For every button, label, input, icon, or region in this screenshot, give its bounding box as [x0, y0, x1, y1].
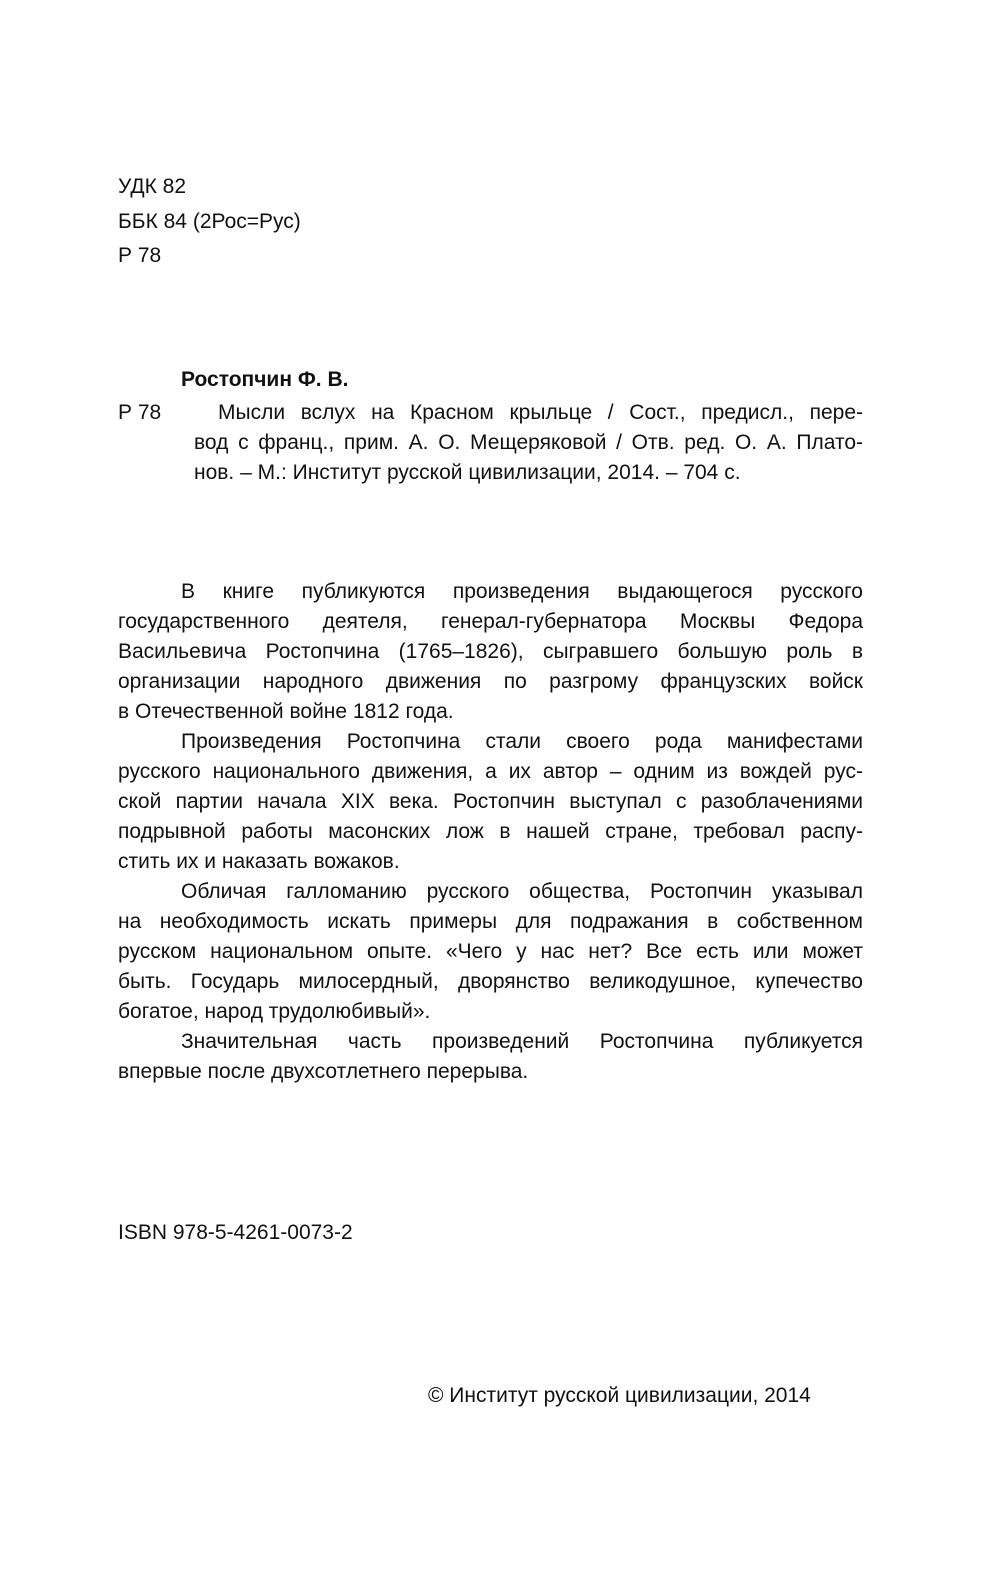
text-line: государственного деятеля, генерал-губернатора Москвы Федора: [118, 610, 863, 633]
copyright-notice: © Институт русской цивилизации, 2014: [428, 1384, 811, 1407]
text-line: Васильевича Ростопчина (1765–1826), сыгравшего большую роль в: [118, 640, 863, 663]
text-line: организации народного движения по разгрому французских войск: [118, 670, 863, 693]
annotation-paragraph: [118, 727, 863, 877]
entry-line: вод с франц., прим. А. О. Мещеряковой / Отв. ред. О. А. Плато-: [194, 431, 863, 454]
text-line: Обличая галломанию русского общества, Ростопчин указывал: [181, 880, 863, 903]
text-line: Значительная часть произведений Ростопчина публикуется: [181, 1030, 863, 1053]
entry-author-mark: Р 78: [118, 401, 162, 424]
text-line: в Отечественной войне 1812 года.: [118, 700, 454, 723]
entry-line: Мысли вслух на Красном крыльце / Сост., предисл., пере-: [218, 401, 863, 424]
isbn: ISBN 978-5-4261-0073-2: [118, 1221, 353, 1244]
text-line: В книге публикуются произведения выдающегося русского: [181, 580, 863, 603]
annotation-paragraph: [118, 877, 863, 1027]
bibliographic-entry: [194, 398, 863, 488]
entry-author: Ростопчин Ф. В.: [181, 368, 349, 391]
text-line: русском национальном опыте. «Чего у нас нет? Все есть или может: [118, 940, 863, 963]
text-line: русского национального движения, а их автор – одним из вождей рус-: [118, 760, 863, 783]
text-line: Произведения Ростопчина стали своего рода манифестами: [181, 730, 863, 753]
text-line: подрывной работы масонских лож в нашей стране, требовал распу-: [118, 820, 863, 843]
udk-code: УДК 82: [118, 175, 187, 198]
text-line: ской партии начала XIX века. Ростопчин выступал с разоблачениями: [118, 790, 863, 813]
text-line: быть. Государь милосердный, дворянство великодушное, купечество: [118, 970, 863, 993]
author-mark: Р 78: [118, 244, 162, 267]
bbk-code: ББК 84 (2Рос=Рус): [118, 209, 301, 233]
annotation: [118, 577, 863, 1087]
annotation-paragraph: [118, 577, 863, 727]
annotation-paragraph: [118, 1027, 863, 1087]
text-line: впервые после двухсотлетнего перерыва.: [118, 1060, 529, 1083]
text-line: стить их и наказать вожаков.: [118, 850, 400, 873]
entry-line: нов. – М.: Институт русской цивилизации, 2014. – 704 с.: [194, 461, 741, 484]
classification-block: [118, 170, 301, 274]
text-line: богатое, народ трудолюбивый».: [118, 1000, 431, 1023]
text-line: на необходимость искать примеры для подражания в собственном: [118, 910, 863, 933]
